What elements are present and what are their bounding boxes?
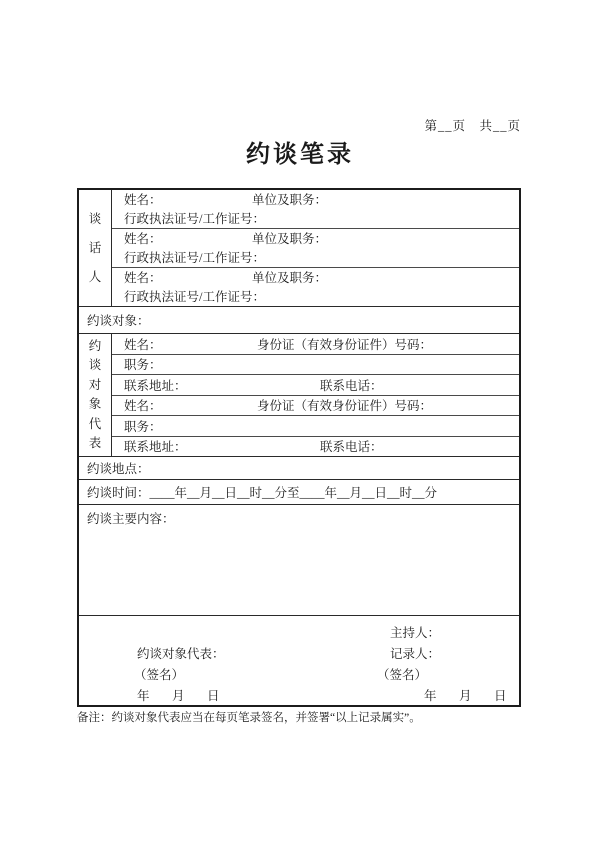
representative-title-row — [112, 354, 519, 375]
phone-field-label: 联系电话： — [320, 440, 383, 455]
signature-line-dates — [79, 686, 519, 707]
label-char: 谈 — [88, 211, 102, 226]
interviewer-cert-line — [124, 249, 519, 268]
label-char: 象 — [88, 397, 102, 411]
page-title: 约谈笔录 — [246, 142, 354, 168]
representative-contact-row — [112, 436, 519, 457]
interviewer-name-unit-line — [124, 269, 519, 288]
subject-field-label: 约谈对象： — [87, 314, 150, 328]
signature-line-rep-recorder — [79, 644, 519, 665]
host-signature-label: 主持人： — [390, 626, 441, 640]
signature-line-host — [79, 623, 519, 644]
interviewer-row — [112, 190, 519, 228]
id-number-field-label: 身份证（有效身份证件）号码： — [257, 399, 433, 414]
representative-signature-label: 约谈对象代表： — [137, 647, 225, 661]
cert-field-label: 行政执法证号/工作证号： — [124, 289, 265, 304]
representative-contact-row — [112, 374, 519, 395]
signature-block — [79, 616, 519, 705]
id-number-field-label: 身份证（有效身份证件）号码： — [257, 337, 433, 352]
label-char: 人 — [88, 269, 102, 284]
name-field-label: 姓名： — [124, 399, 162, 414]
content-field-label: 约谈主要内容： — [87, 512, 175, 526]
interviewer-row — [112, 228, 519, 267]
title-field-label: 职务： — [124, 358, 162, 373]
label-char: 对 — [88, 377, 102, 392]
time-field-blanks: ____年__月__日__时__分至____年__月__日__时__分 — [149, 486, 438, 500]
representative-name-row — [112, 395, 519, 416]
interview-record-table — [77, 188, 521, 707]
unit-field-label: 单位及职务： — [252, 232, 328, 246]
representative-rows — [112, 334, 519, 456]
interviewer-name-unit-line — [124, 191, 519, 210]
representative-title-row — [112, 415, 519, 436]
date-blank: 年 月 日 — [424, 689, 512, 703]
cert-field-label: 行政执法证号/工作证号： — [124, 250, 265, 265]
address-field-label: 联系地址： — [124, 440, 187, 455]
interviewer-row — [112, 267, 519, 306]
representative-name-row — [112, 334, 519, 354]
title-field-label: 职务： — [124, 419, 162, 434]
page-number-indicator: 第__页 共__页 — [424, 119, 521, 133]
label-char: 话 — [88, 240, 102, 255]
interviewer-name-unit-line — [124, 230, 519, 249]
footnote-remark: 备注：约谈对象代表应当在每页笔录签名，并签署“以上记录属实”。 — [77, 712, 421, 724]
interviewer-section-label — [79, 190, 112, 306]
name-field-label: 姓名： — [124, 193, 162, 207]
name-field-label: 姓名： — [124, 232, 162, 246]
label-char: 代 — [88, 416, 102, 431]
interviewer-cert-line — [124, 210, 519, 229]
content-row — [79, 505, 519, 616]
interviewer-rows — [112, 190, 519, 306]
label-char: 约 — [88, 338, 102, 353]
subject-row — [79, 307, 519, 334]
sign-here-note: （签名） — [134, 668, 185, 682]
location-row — [79, 457, 519, 480]
label-char: 谈 — [88, 358, 102, 372]
representative-section-label — [79, 334, 112, 456]
interviewer-cert-line — [124, 288, 519, 307]
label-char: 表 — [88, 436, 102, 450]
location-field-label: 约谈地点： — [87, 462, 150, 476]
date-blank: 年 月 日 — [137, 689, 225, 703]
phone-field-label: 联系电话： — [320, 378, 383, 393]
interviewer-section — [79, 190, 519, 307]
sign-here-note: （签名） — [377, 668, 428, 682]
recorder-signature-label: 记录人： — [390, 647, 441, 661]
time-field-label: 约谈时间： — [87, 486, 150, 500]
signature-line-sign-notes — [79, 665, 519, 686]
unit-field-label: 单位及职务： — [252, 193, 328, 207]
unit-field-label: 单位及职务： — [252, 271, 328, 285]
cert-field-label: 行政执法证号/工作证号： — [124, 211, 265, 226]
name-field-label: 姓名： — [124, 337, 162, 352]
name-field-label: 姓名： — [124, 271, 162, 285]
time-row — [79, 480, 519, 505]
representative-section — [79, 334, 519, 457]
address-field-label: 联系地址： — [124, 378, 187, 393]
